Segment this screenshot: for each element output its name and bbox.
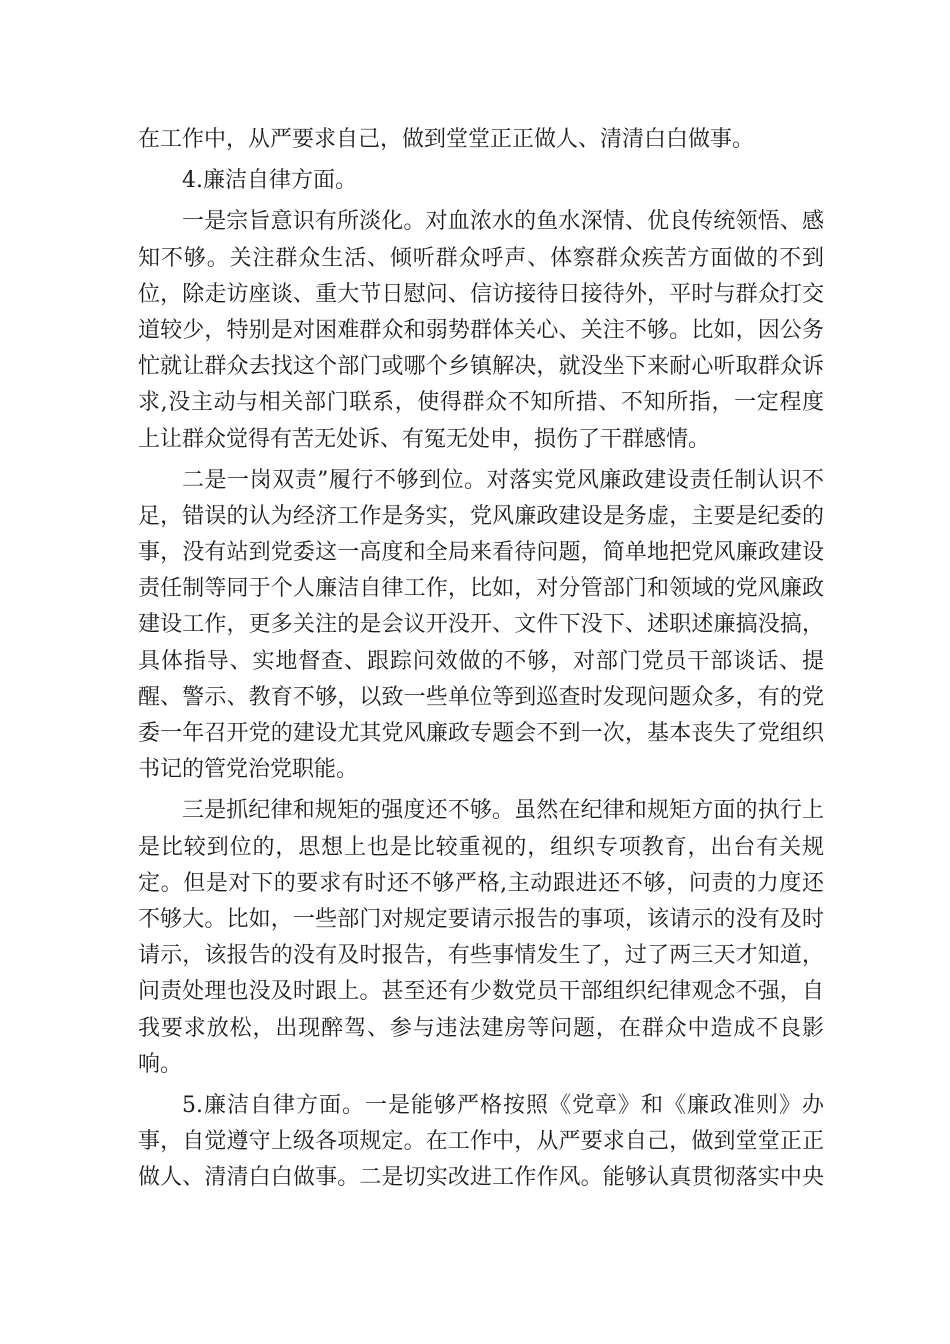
- paragraph: [138, 122, 824, 158]
- text-line: 位，除走访座谈、重大节日慰问、信访接待日接待外，平时与群众打交: [138, 281, 824, 307]
- text-line: 定。但是对下的要求有时还不够严格,主动跟进还不够，问责的力度还: [138, 870, 824, 896]
- text-line: 问责处理也没及时跟上。甚至还有少数党员干部组织纪律观念不强，自: [138, 979, 824, 1005]
- paragraph: [138, 463, 824, 789]
- text-line: 事，自觉遵守上级各项规定。在工作中，从严要求自己，做到堂堂正正: [138, 1129, 824, 1155]
- paragraph: [138, 1088, 824, 1197]
- text-line: 责任制等同于个人廉洁自律工作，比如，对分管部门和领域的党风廉政: [138, 576, 824, 602]
- text-line: 上让群众觉得有苦无处诉、有冤无处申，损伤了干群感情。: [138, 426, 711, 452]
- text-line: 委一年召开党的建设尤其党风廉政专题会不到一次，基本丧失了党组织: [138, 721, 824, 746]
- text-line: 响。: [138, 1051, 183, 1077]
- text-line: 是比较到位的，思想上也是比较重视的，组织专项教育，出台有关规: [138, 834, 824, 860]
- paragraph: [138, 793, 824, 1083]
- text-line: 三是抓纪律和规矩的强度还不够。虽然在纪律和规矩方面的执行上: [182, 798, 824, 824]
- text-line: 具体指导、实地督查、跟踪问效做的不够，对部门党员干部谈话、提: [138, 648, 824, 674]
- text-line: 事，没有站到党委这一高度和全局来看待问题，简单地把党风廉政建设: [138, 540, 824, 566]
- text-line: 5.廉洁自律方面。一是能够严格按照《党章》和《廉政准则》办: [182, 1092, 824, 1118]
- text-line: 忙就让群众去找这个部门或哪个乡镇解决，就没坐下来耐心听取群众诉: [138, 354, 824, 380]
- text-line: 知不够。关注群众生活、倾听群众呼声、体察群众疾苦方面做的不到: [138, 245, 824, 271]
- text-line: 在工作中，从严要求自己，做到堂堂正正做人、清清白白做事。: [138, 127, 755, 152]
- text-line: 书记的管党治党职能。: [138, 757, 359, 783]
- document-page: [138, 122, 824, 1201]
- text-line: 足，错误的认为经济工作是务实，党风廉政建设是务虚，主要是纪委的: [138, 503, 824, 529]
- text-line: 做人、清清白白做事。二是切实改进工作作风。能够认真贯彻落实中央: [138, 1165, 824, 1191]
- text-line: 二是一岗双责”履行不够到位。对落实党风廉政建设责任制认识不: [182, 467, 824, 493]
- text-line: 我要求放松，出现醉驾、参与违法建房等问题，在群众中造成不良影: [138, 1015, 824, 1041]
- text-line: 请示，该报告的没有及时报告，有些事情发生了，过了两三天才知道，: [138, 943, 824, 969]
- paragraph: [138, 204, 824, 457]
- text-line: 求,没主动与相关部门联系，使得群众不知所措、不知所指，一定程度: [138, 390, 824, 416]
- text-line: 道较少，特别是对困难群众和弱势群体关心、关注不够。比如，因公务: [138, 317, 824, 343]
- text-line: 4.廉洁自律方面。: [182, 168, 357, 194]
- paragraph: [138, 163, 824, 199]
- text-line: 一是宗旨意识有所淡化。对血浓水的鱼水深情、优良传统领悟、感: [182, 209, 824, 235]
- text-line: 醒、警示、教育不够，以致一些单位等到巡查时发现问题众多，有的党: [138, 684, 824, 710]
- text-line: 不够大。比如，一些部门对规定要请示报告的事项，该请示的没有及时: [138, 906, 824, 932]
- text-line: 建设工作，更多关注的是会议开没开、文件下没下、述职述廉搞没搞，: [138, 612, 824, 638]
